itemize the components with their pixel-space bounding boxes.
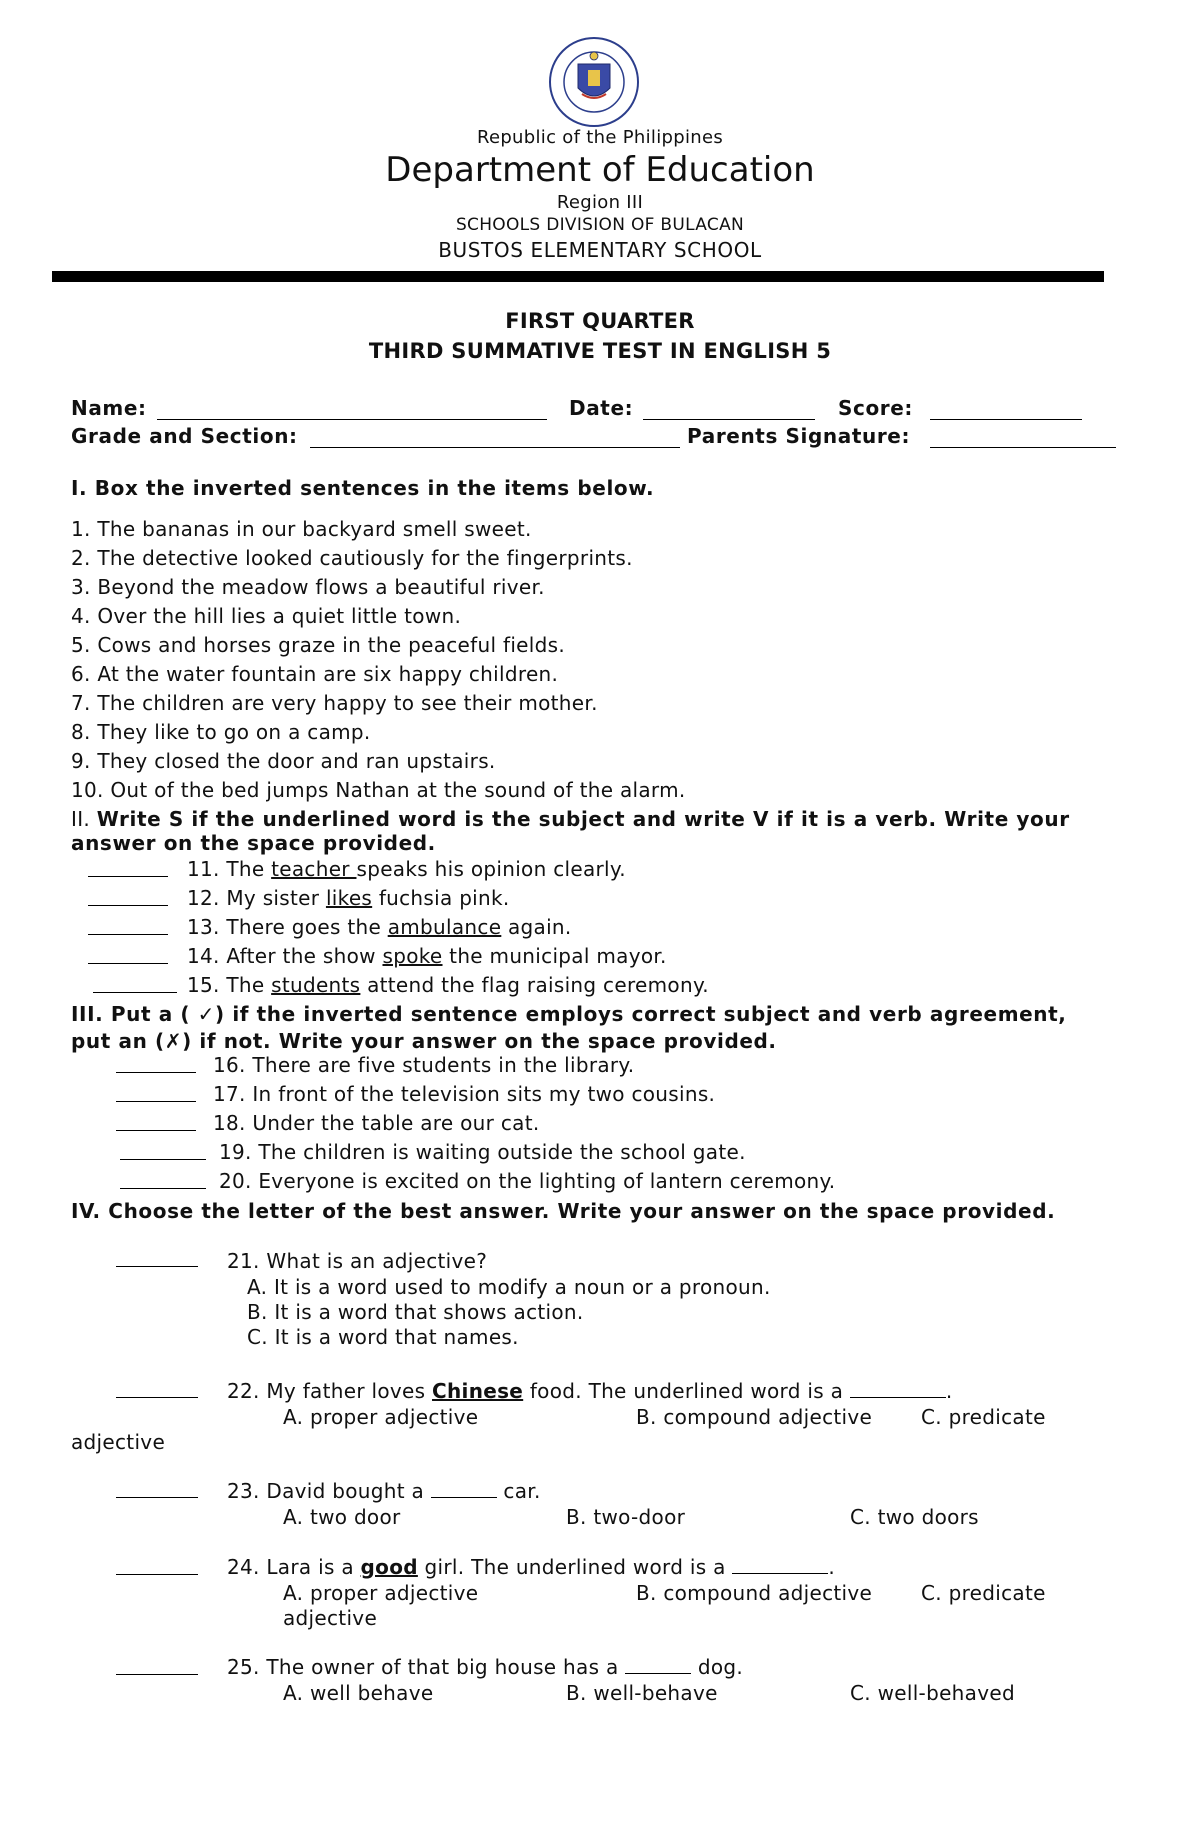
parents-signature-label: Parents Signature:: [687, 424, 911, 448]
part2-instruction-line2: answer on the space provided.: [71, 831, 436, 855]
part2-numeral: II.: [71, 807, 91, 831]
parents-signature-field[interactable]: [930, 447, 1116, 448]
list-item[interactable]: 8. They like to go on a camp.: [71, 720, 371, 744]
part1-instruction: I. Box the inverted sentences in the items below.: [71, 476, 655, 500]
list-item[interactable]: 1. The bananas in our backyard smell sweet.: [71, 517, 532, 541]
option-22c-continued: adjective: [71, 1430, 166, 1454]
question-24: 24. Lara is a good girl. The underlined word is a .: [227, 1555, 835, 1579]
list-item[interactable]: 4. Over the hill lies a quiet little town.: [71, 604, 462, 628]
option-25a: A. well behave: [283, 1681, 434, 1705]
list-item[interactable]: 2. The detective looked cautiously for the fingerprints.: [71, 546, 633, 570]
list-item[interactable]: 10. Out of the bed jumps Nathan at the sound of the alarm.: [71, 778, 686, 802]
inline-blank: [850, 1381, 946, 1398]
answer-blank-21[interactable]: [116, 1266, 198, 1267]
item-15: 15. The students attend the flag raising ceremony.: [187, 973, 709, 997]
name-label: Name:: [71, 396, 147, 420]
option-21c: C. It is a word that names.: [247, 1325, 519, 1349]
answer-blank-12[interactable]: [88, 905, 168, 906]
list-item[interactable]: 9. They closed the door and ran upstairs.: [71, 749, 496, 773]
region-label: Region III: [556, 192, 644, 213]
option-24c-continued: adjective: [283, 1606, 378, 1630]
option-24b: B. compound adjective: [636, 1581, 873, 1605]
deped-seal-icon: [548, 36, 640, 128]
answer-blank-18[interactable]: [116, 1130, 196, 1131]
part3-instruction-line1: III. Put a ( ✓) if the inverted sentence employs correct subject and verb agreement,: [71, 1002, 1067, 1026]
answer-blank-16[interactable]: [116, 1072, 196, 1073]
item-12: 12. My sister likes fuchsia pink.: [187, 886, 510, 910]
option-22b: B. compound adjective: [636, 1405, 873, 1429]
question-23: 23. David bought a car.: [227, 1479, 541, 1503]
list-item[interactable]: 6. At the water fountain are six happy children.: [71, 662, 559, 686]
school-name: BUSTOS ELEMENTARY SCHOOL: [438, 238, 762, 262]
option-24c: C. predicate: [921, 1581, 1046, 1605]
test-title: THIRD SUMMATIVE TEST IN ENGLISH 5: [368, 339, 832, 363]
option-25b: B. well-behave: [566, 1681, 718, 1705]
grade-section-label: Grade and Section:: [71, 424, 298, 448]
answer-blank-20[interactable]: [120, 1188, 206, 1189]
option-23a: A. two door: [283, 1505, 401, 1529]
score-field[interactable]: [930, 419, 1082, 420]
answer-blank-17[interactable]: [116, 1101, 196, 1102]
quarter-title: FIRST QUARTER: [505, 309, 695, 333]
answer-blank-14[interactable]: [88, 963, 168, 964]
answer-blank-22[interactable]: [116, 1397, 198, 1398]
item-13: 13. There goes the ambulance again.: [187, 915, 572, 939]
division-label: SCHOOLS DIVISION OF BULACAN: [455, 215, 745, 235]
header-divider: [52, 271, 1104, 282]
underlined-word: ambulance: [387, 915, 502, 939]
answer-blank-24[interactable]: [116, 1574, 198, 1575]
score-label: Score:: [838, 396, 914, 420]
item-14: 14. After the show spoke the municipal mayor.: [187, 944, 667, 968]
option-25c: C. well-behaved: [850, 1681, 1015, 1705]
question-21: 21. What is an adjective?: [227, 1249, 488, 1273]
grade-section-field[interactable]: [310, 447, 680, 448]
option-22c: C. predicate: [921, 1405, 1046, 1429]
underlined-word: teacher: [271, 857, 357, 881]
item-18: 18. Under the table are our cat.: [213, 1111, 540, 1135]
list-item[interactable]: 5. Cows and horses graze in the peaceful fields.: [71, 633, 566, 657]
answer-blank-15[interactable]: [93, 992, 177, 993]
answer-blank-11[interactable]: [88, 876, 168, 877]
item-16: 16. There are five students in the library.: [213, 1053, 635, 1077]
underlined-word: students: [271, 973, 361, 997]
question-25: 25. The owner of that big house has a dog.: [227, 1655, 744, 1679]
underlined-word: good: [360, 1555, 418, 1579]
republic-label: Republic of the Philippines: [476, 127, 724, 148]
item-19: 19. The children is waiting outside the school gate.: [219, 1140, 746, 1164]
part2-instruction-line1: Write S if the underlined word is the subject and write V if it is a verb. Write your: [96, 807, 1070, 831]
inline-blank: [431, 1481, 497, 1498]
underlined-word: likes: [325, 886, 373, 910]
list-item[interactable]: 7. The children are very happy to see their mother.: [71, 691, 598, 715]
item-11: 11. The teacher speaks his opinion clearly.: [187, 857, 626, 881]
part3-instruction-line2: put an (✗) if not. Write your answer on the space provided.: [71, 1029, 777, 1053]
department-title: Department of Education: [385, 150, 815, 190]
answer-blank-13[interactable]: [88, 934, 168, 935]
inline-blank: [625, 1657, 691, 1674]
answer-blank-23[interactable]: [116, 1497, 198, 1498]
option-23b: B. two-door: [566, 1505, 686, 1529]
option-21b: B. It is a word that shows action.: [247, 1300, 584, 1324]
answer-blank-19[interactable]: [120, 1159, 206, 1160]
part4-instruction: IV. Choose the letter of the best answer. Write your answer on the space provided.: [71, 1199, 1056, 1223]
option-22a: A. proper adjective: [283, 1405, 479, 1429]
option-21a: A. It is a word used to modify a noun or a pronoun.: [247, 1275, 771, 1299]
name-field[interactable]: [157, 419, 547, 420]
inline-blank: [732, 1557, 828, 1574]
list-item[interactable]: 3. Beyond the meadow flows a beautiful river.: [71, 575, 545, 599]
underlined-word: Chinese: [432, 1379, 524, 1403]
date-label: Date:: [569, 396, 634, 420]
item-17: 17. In front of the television sits my two cousins.: [213, 1082, 716, 1106]
question-22: 22. My father loves Chinese food. The underlined word is a .: [227, 1379, 953, 1403]
item-20: 20. Everyone is excited on the lighting of lantern ceremony.: [219, 1169, 836, 1193]
option-24a: A. proper adjective: [283, 1581, 479, 1605]
date-field[interactable]: [643, 419, 815, 420]
underlined-word: spoke: [382, 944, 443, 968]
option-23c: C. two doors: [850, 1505, 979, 1529]
answer-blank-25[interactable]: [116, 1674, 198, 1675]
part2-instruction: [71, 807, 1070, 831]
